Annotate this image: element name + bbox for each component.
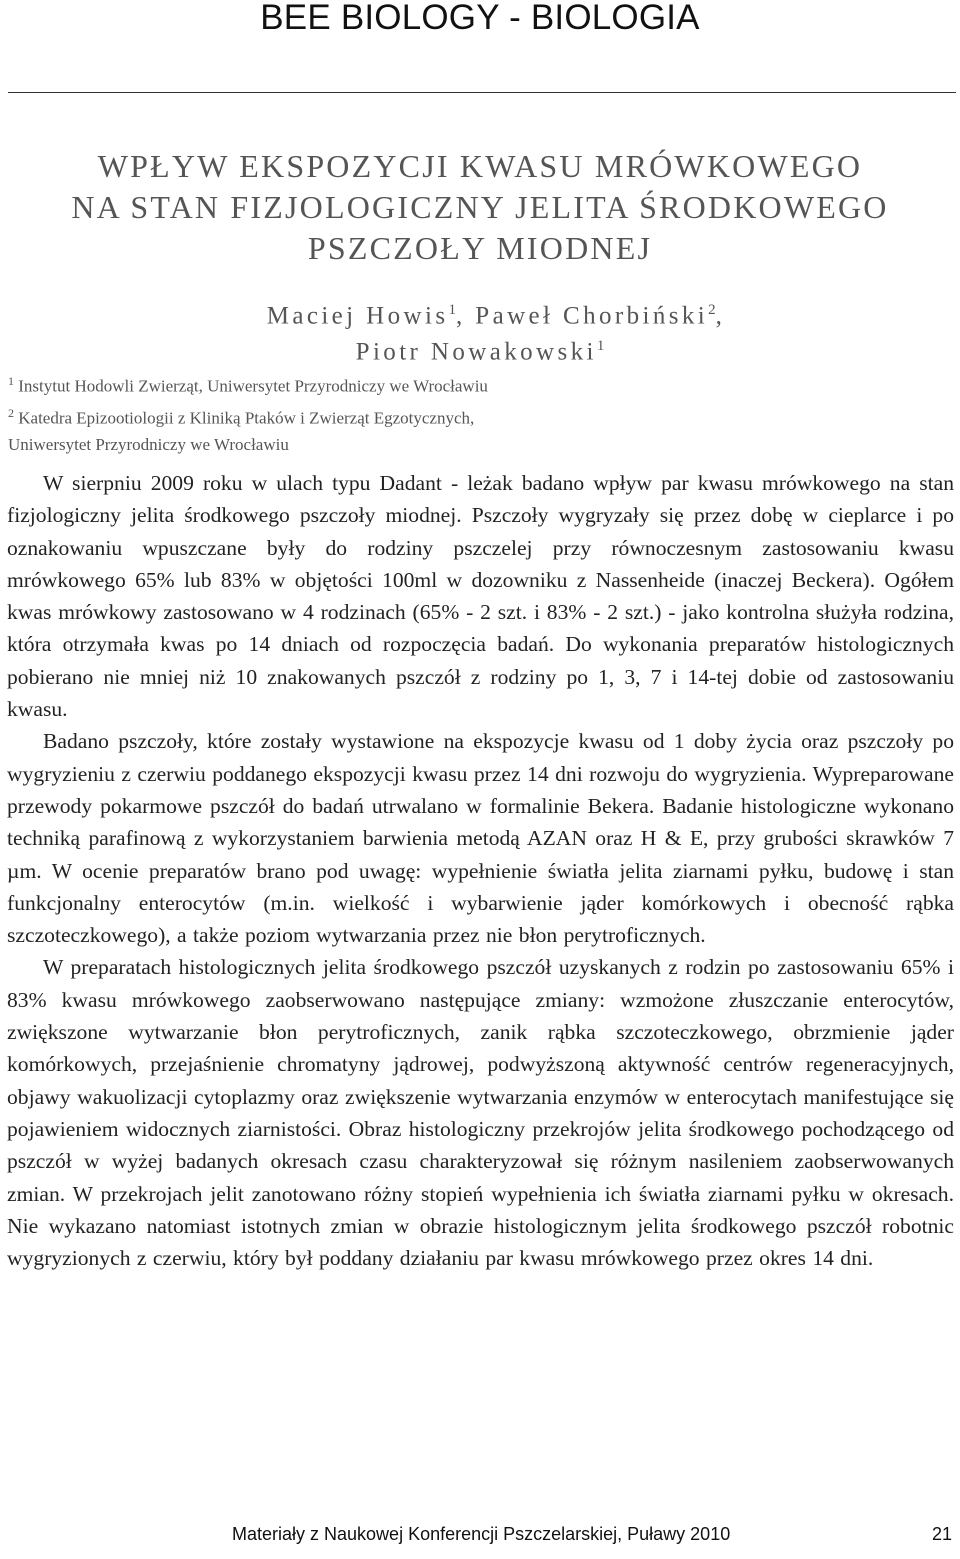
affiliation-mark: 1 [8,374,14,388]
abstract-body [7,467,954,1274]
author-separator: , [715,302,726,330]
affiliations [8,368,948,458]
header-rule [8,92,956,93]
author-name: Maciej Howis [266,302,449,330]
paragraph: W sierpniu 2009 roku w ulach typu Dadant - leżak badano wpływ par kwasu mrówkowego na stan fizjologiczny jelita środkowego pszczoły miodnej. Pszczoły wygryzały się przez dobę w cieplarce i po oznakowaniu wpuszczane były do rodziny pszczelej przy równoczesnym zastosowaniu kwasu mrówkowego 65% lub 83% w objętości 100ml w dozowniku z Nassenheide (inaczej Beckera). Ogółem kwas mrówkowy zastosowano w 4 rodzinach (65% - 2 szt. i 83% - 2 szt.) - jako kontrolna służyła rodzina, która otrzymała kwas po 14 dniach od rozpoczęcia badań. Do wykonania preparatów histologicznych pobierano nie mniej niż 10 znakowanych pszczół z rodziny po 1, 3, 7 i 14-tej dobie od zastosowaniu kwasu. [7,471,954,722]
affiliation-line [8,431,948,458]
page-number: 21 [932,1524,953,1544]
author-separator: , [455,302,476,330]
paragraph: W preparatach histologicznych jelita środkowego pszczół uzyskanych z rodzin po zastosowaniu 65% i 83% kwasu mrówkowego zaobserwowano następujące zmiany: wzmożone złuszczanie enterocytów, zwiększone wytwarzanie błon perytroficznych, zanik rąbka szczoteczkowego, obrzmienie jąder komórkowych, przejaśnienie chromatyny jądrowej, podwyższoną aktywność centrów regeneracyjnych, objawy wakuolizacji cytoplazmy oraz zwiększenie wytwarzania enzymów w enterocytach manifestujące się pojawieniem widocznych ziarnistości. Obraz histologiczny przekrojów jelita środkowego pochodzącego od pszczół w wyżej badanych okresach czasu charakteryzował się różnym nasileniem zaobserwowanych zmian. W przekrojach jelit zanotowano różny stopień wypełnienia ich światła ziarnami pyłku w okresach. Nie wykazano natomiast istotnych zmian w obrazie histologicznym jelita środkowego pszczół robotnic wygryzionych z czerwiu, który był poddany działaniu par kwasu mrówkowego przez okres 14 dni. [7,955,954,1271]
affiliation-line [8,368,948,400]
affiliation-text: Instytut Hodowli Zwierząt, Uniwersytet Przyrodniczy we Wrocławiu [14,376,488,396]
author-affiliation-mark: 1 [448,302,456,318]
author-name: Piotr Nowakowski [355,338,597,366]
affiliation-text: Katedra Epizootiologii z Kliniką Ptaków i Zwierząt Egzotycznych, [14,408,475,428]
paragraph: Badano pszczoły, które zostały wystawione na ekspozycje kwasu od 1 doby życia oraz pszczoły po wygryzieniu z czerwiu poddanego ekspozycji kwasu przez 14 dni rozwoju do wygryzienia. Wypreparowane przewody pokarmowe pszczół do badań utrwalano w formalinie Bekera. Badanie histologiczne wykonano techniką parafinową z wykorzystaniem barwienia metodą AZAN oraz H & E, przy grubości skrawków 7 µm. W ocenie preparatów brano pod uwagę: wypełnienie światła jelita ziarnami pyłku, budowę i stan funkcjonalny enterocytów (m.in. wielkość i wybarwienie jąder komórkowych i obecność rąbka szczoteczkowego), a także poziom wytwarzania przez nie błon perytroficznych. [7,729,954,948]
author-affiliation-mark: 2 [708,302,716,318]
article-title [0,146,960,269]
title-line: WPŁYW EKSPOZYCJI KWASU MRÓWKOWEGO [97,148,863,184]
affiliation-mark: 2 [8,405,14,420]
affiliation-text: Uniwersytet Przyrodniczy we Wrocławiu [8,435,289,455]
title-line: NA STAN FIZJOLOGICZNY JELITA ŚRODKOWEGO [71,189,889,225]
author-affiliation-mark: 1 [596,338,605,355]
author-list [0,295,960,368]
section-header: BEE BIOLOGY - BIOLOGIA [260,0,700,37]
author-name: Paweł Chorbiński [475,302,709,330]
title-line: PSZCZOŁY MIODNEJ [307,230,653,266]
footer-citation: Materiały z Naukowej Konferencji Pszczelarskiej, Puławy 2010 [232,1524,731,1544]
affiliation-line [8,400,948,432]
page-footer [0,1520,960,1550]
